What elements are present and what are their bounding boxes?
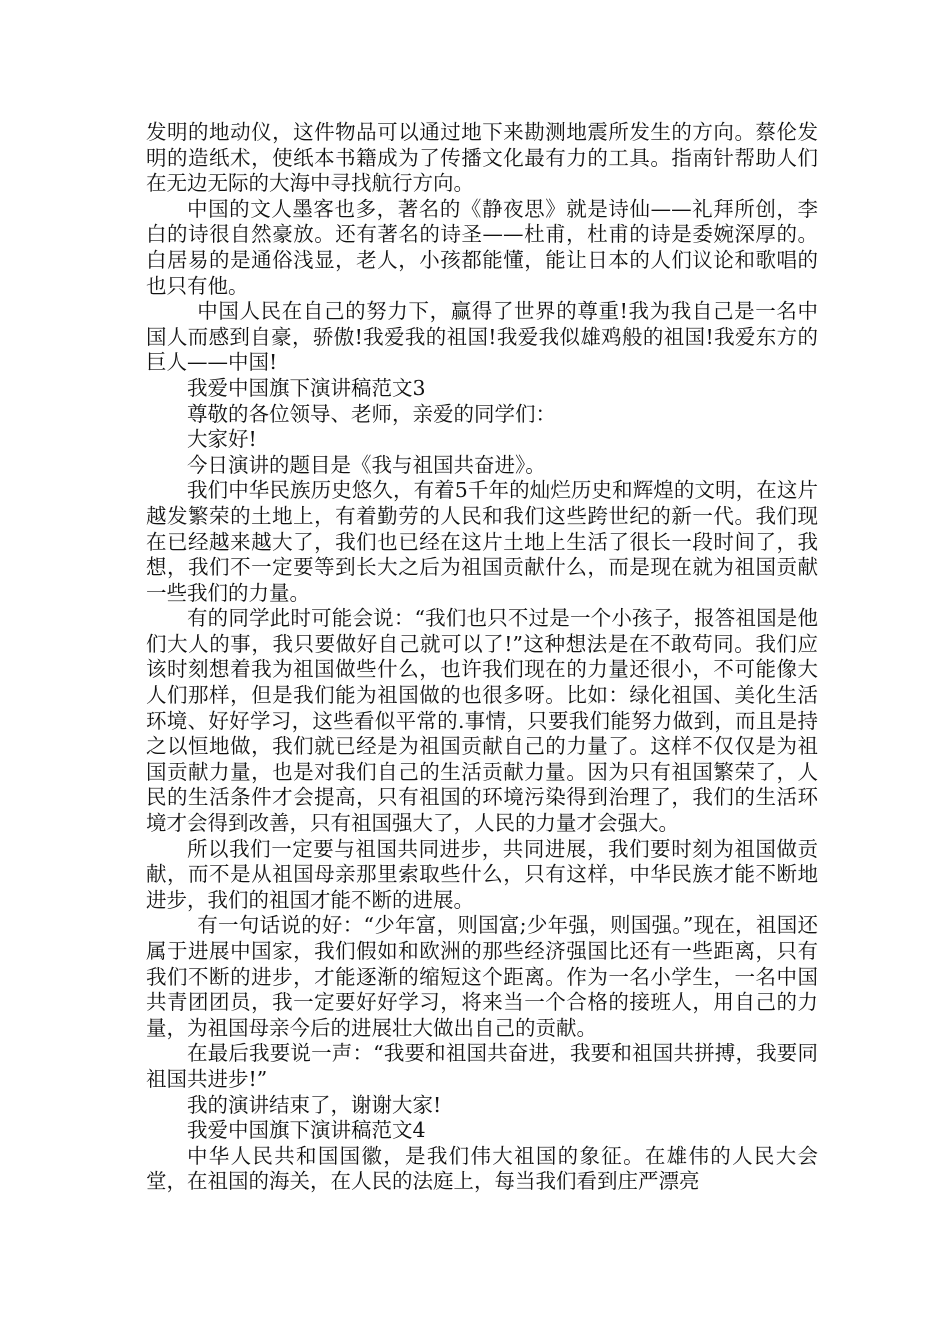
paragraph-thanks: 我的演讲结束了，谢谢大家! [187, 1092, 442, 1117]
paragraph-progress: 所以我们一定要与祖国共同进步，共同进展，我们要时刻为祖国做贡献，而不是从祖国母亲那里索取些什么，只有这样，中华民族才能不断地进步，我们的祖国才能不断的进展。 [146, 836, 818, 912]
paragraph-closing-call: 在最后我要说一声：“我要和祖国共奋进，我要和祖国共拼搏，我要同祖国共进步!” [146, 1041, 818, 1091]
section-heading-4: 我爱中国旗下演讲稿范文4 [187, 1118, 426, 1143]
paragraph-pride: 中国人民在自己的努力下，赢得了世界的尊重!我为我自己是一名中国人而感到自豪，骄傲!我爱我的祖国!我爱我似雄鸡般的祖国!我爱东方的巨人——中国! [146, 299, 818, 375]
speech-topic: 今日演讲的题目是《我与祖国共奋进》。 [187, 452, 546, 477]
greeting: 大家好! [187, 427, 257, 452]
document-page [146, 120, 818, 1195]
paragraph-national-emblem: 中华人民共和国国徽，是我们伟大祖国的象征。在雄伟的人民大会堂，在祖国的海关，在人民的法庭上，每当我们看到庄严漂亮 [146, 1143, 818, 1194]
paragraph-saying: 有一句话说的好：“少年富，则国富;少年强，则国强。”现在，祖国还属于进展中国家，我们假如和欧洲的那些经济强国比还有一些距离，只有我们不断的进步，才能逐渐的缩短这个距离。作为一名小学生，一名中国共青团团员，我一定要好好学习，将来当一个合格的接班人，用自己的力量，为祖国母亲今后的进展壮大做出自己的贡献。 [146, 913, 818, 1040]
section-heading-3: 我爱中国旗下演讲稿范文3 [187, 375, 426, 400]
paragraph-inventions: 发明的地动仪，这件物品可以通过地下来勘测地震所发生的方向。蔡伦发明的造纸术，使纸本书籍成为了传播文化最有力的工具。指南针帮助人们在无边无际的大海中寻找航行方向。 [146, 120, 818, 196]
paragraph-history: 我们中华民族历史悠久，有着5千年的灿烂历史和辉煌的文明，在这片越发繁荣的土地上，有着勤劳的人民和我们这些跨世纪的新一代。我们现在已经越来越大了，我们也已经在这片土地上生活了很长一段时间了，我想，我们不一定要等到长大之后为祖国贡献什么，而是现在就为祖国贡献一些我们的力量。 [146, 478, 818, 605]
salutation: 尊敬的各位领导、老师，亲爱的同学们： [187, 401, 556, 426]
paragraph-poets: 中国的文人墨客也多，著名的《静夜思》就是诗仙——礼拜所创，李白的诗很自然豪放。还有著名的诗圣——杜甫，杜甫的诗是委婉深厚的。白居易的是通俗浅显，老人，小孩都能懂，能让日本的人们议论和歌唱的也只有他。 [146, 196, 818, 298]
paragraph-contribution: 有的同学此时可能会说：“我们也只不过是一个小孩子，报答祖国是他们大人的事，我只要做好自己就可以了!”这种想法是在不敢苟同。我们应该时刻想着我为祖国做些什么，也许我们现在的力量还很小，不可能像大人们那样，但是我们能为祖国做的也很多呀。比如：绿化祖国、美化生活环境、好好学习，这些看似平常的.事情，只要我们能努力做到，而且是持之以恒地做，我们就已经是为祖国贡献自己的力量了。这样不仅仅是为祖国贡献力量，也是对我们自己的生活贡献力量。因为只有祖国繁荣了，人民的生活条件才会提高，只有祖国的环境污染得到治理了，我们的生活环境才会得到改善，只有祖国强大了，人民的力量才会强大。 [146, 606, 818, 836]
